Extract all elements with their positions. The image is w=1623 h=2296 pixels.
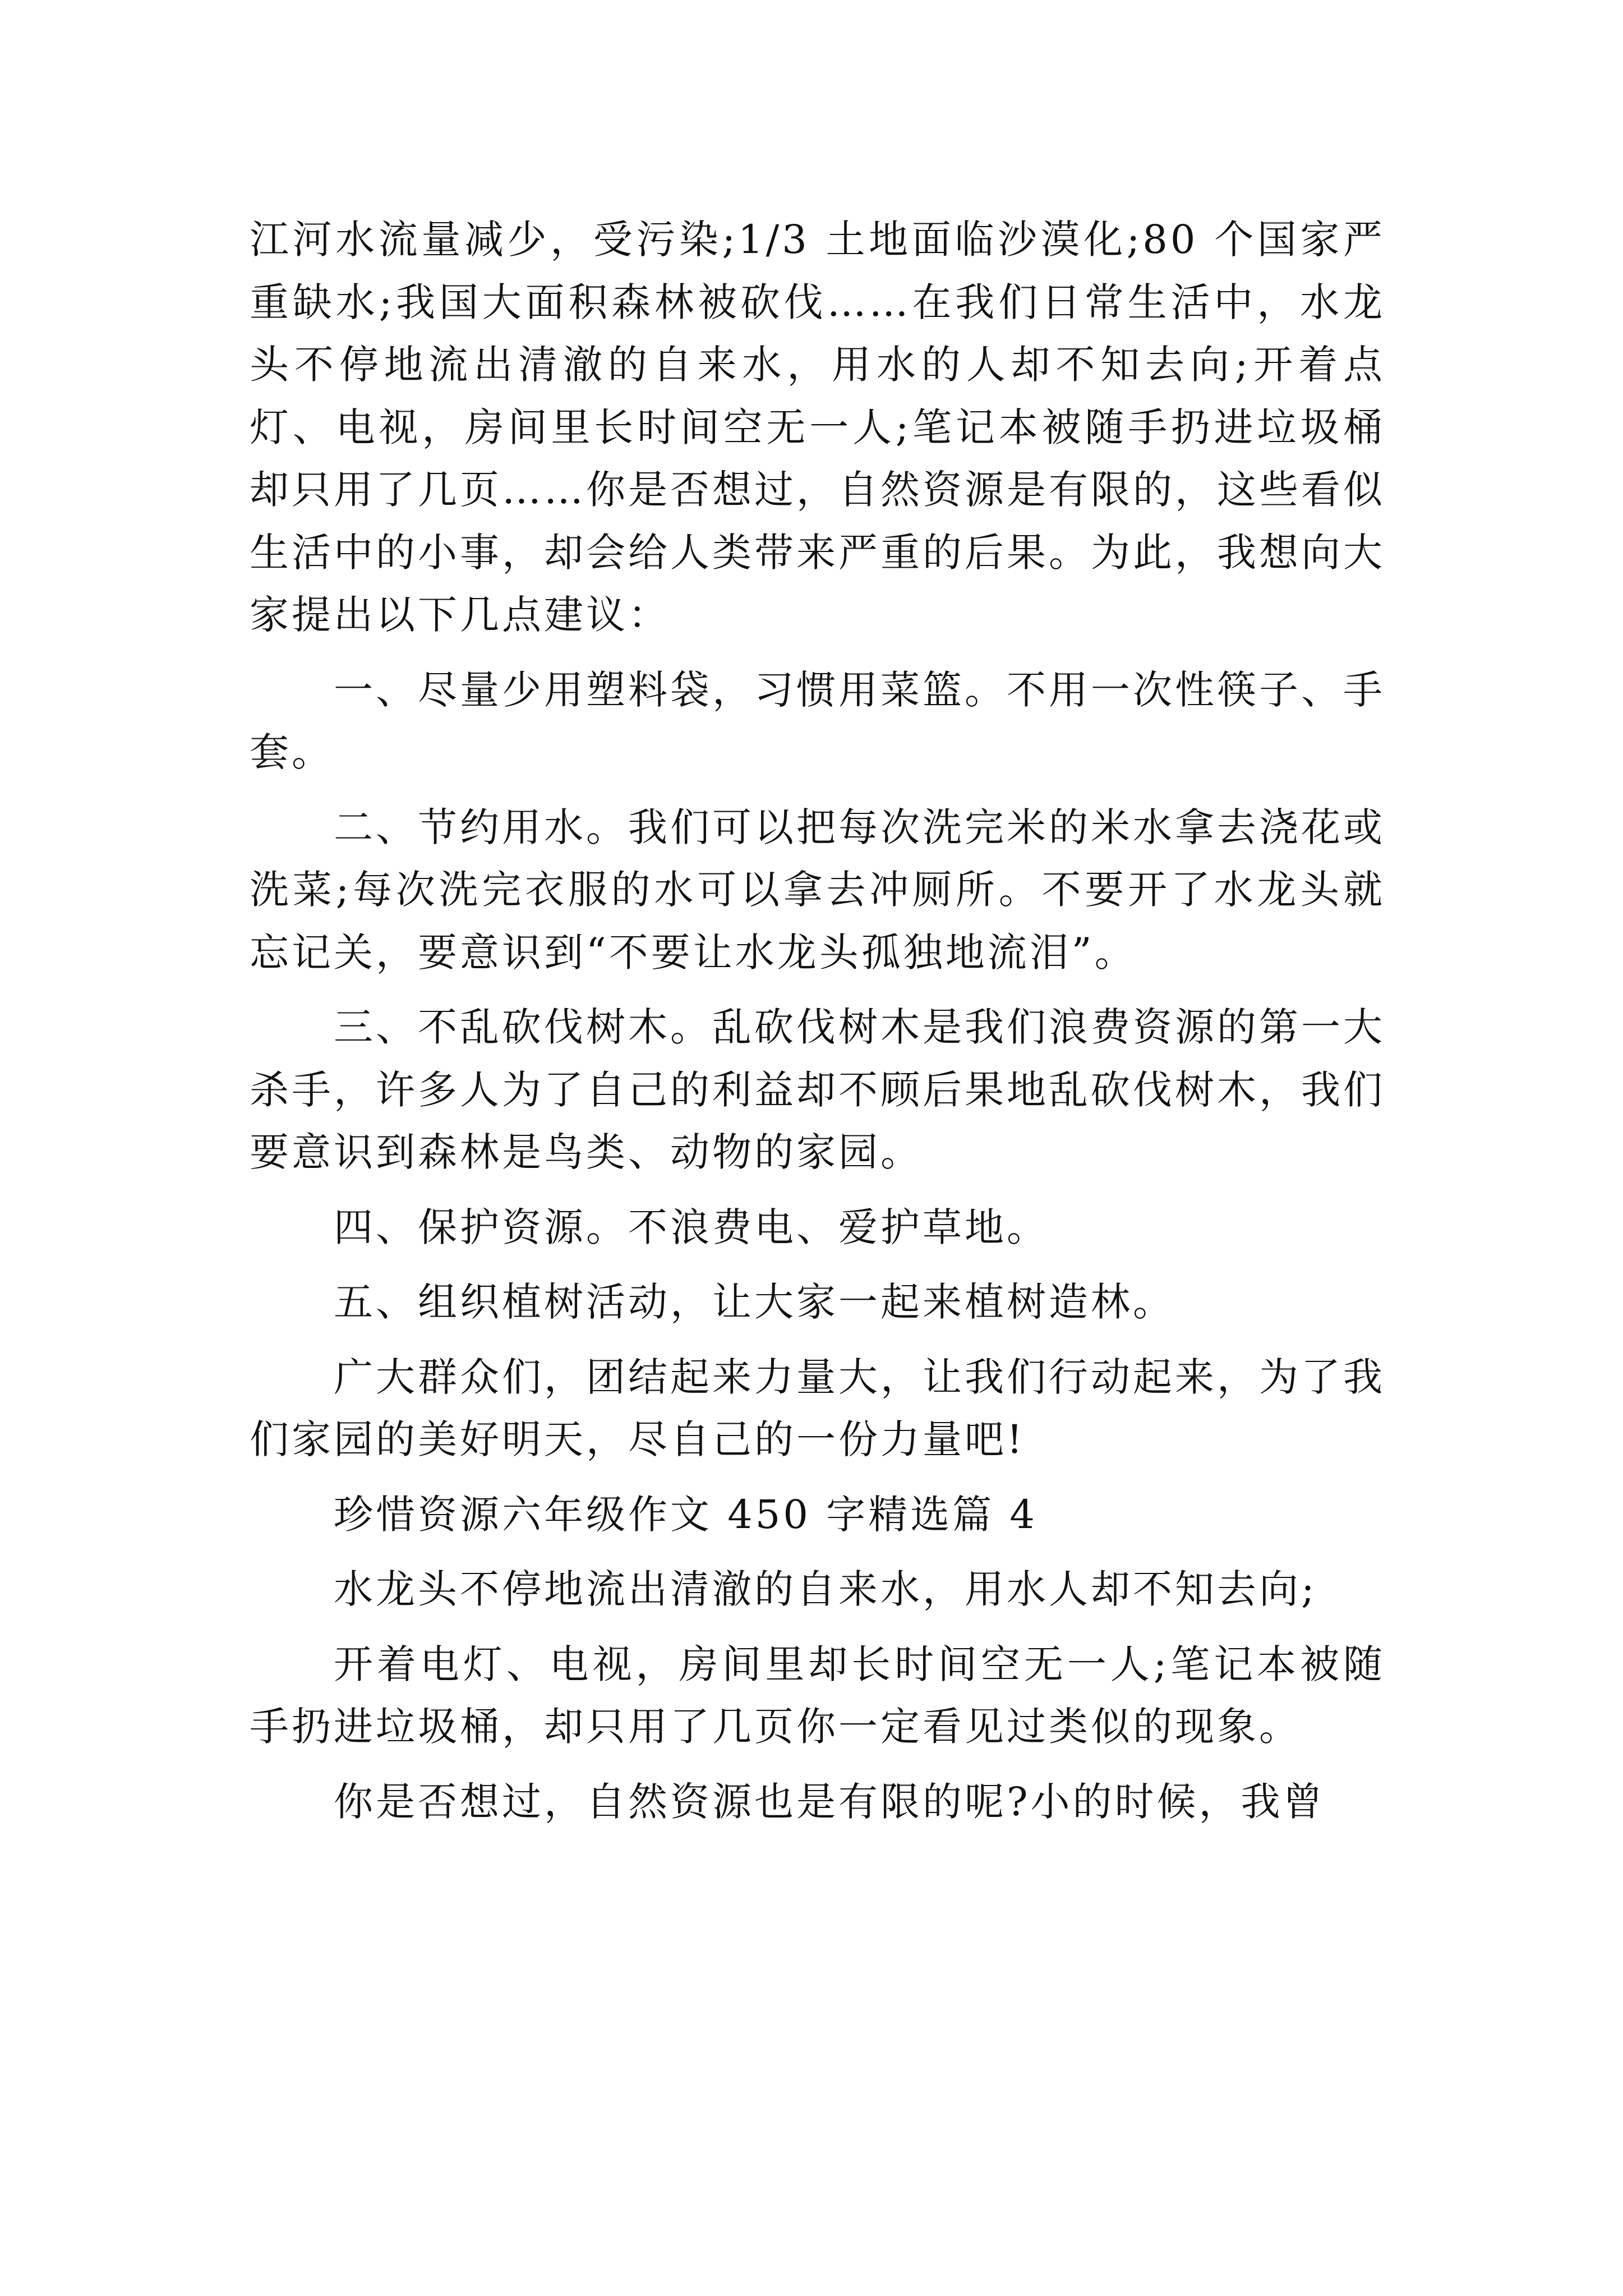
paragraph-closing: 广大群众们，团结起来力量大，让我们行动起来，为了我们家园的美好明天，尽自己的一份力量吧! [250,1354,1385,1462]
paragraph-essay-4-line-1: 水龙头不停地流出清澈的自来水，用水人却不知去向; [334,1566,1317,1612]
paragraph-essay-4-line-3: 你是否想过，自然资源也是有限的呢?小的时候，我曾 [334,1778,1325,1825]
paragraph-suggestion-2: 二、节约用水。我们可以把每次洗完米的米水拿去浇花或洗菜;每次洗完衣服的水可以拿去冲厕所。不要开了水龙头就忘记关，要意识到“不要让水龙头孤独地流泪”。 [250,804,1385,976]
paragraph-essay-4-line-2: 开着电灯、电视，房间里却长时间空无一人;笔记本被随手扔进垃圾桶，却只用了几页你一定看见过类似的现象。 [250,1641,1385,1750]
paragraph-suggestion-4: 四、保护资源。不浪费电、爱护草地。 [334,1204,1049,1250]
section-heading: 珍惜资源六年级作文 450 字精选篇 4 [334,1491,1038,1538]
document-body [250,209,1385,1846]
paragraph-suggestion-3: 三、不乱砍伐树木。乱砍伐树木是我们浪费资源的第一大杀手，许多人为了自己的利益却不顾后果地乱砍伐树木，我们要意识到森林是鸟类、动物的家园。 [250,1004,1385,1175]
paragraph-suggestion-5: 五、组织植树活动，让大家一起来植树造林。 [334,1279,1175,1325]
paragraph-intro: 江河水流量减少，受污染;1/3 土地面临沙漠化;80 个国家严重缺水;我国大面积森林被砍伐……在我们日常生活中，水龙头不停地流出清澈的自来水，用水的人却不知去向;开着点灯、电视，房间里长时间空无一人;笔记本被随手扔进垃圾桶却只用了几页……你是否想过，自然资源是有限的，这些看似生活中的小事，却会给人类带来严重的后果。为此，我想向大家提出以下几点建议： [250,217,1385,638]
paragraph-suggestion-1: 一、尽量少用塑料袋，习惯用菜篮。不用一次性筷子、手套。 [250,666,1385,775]
